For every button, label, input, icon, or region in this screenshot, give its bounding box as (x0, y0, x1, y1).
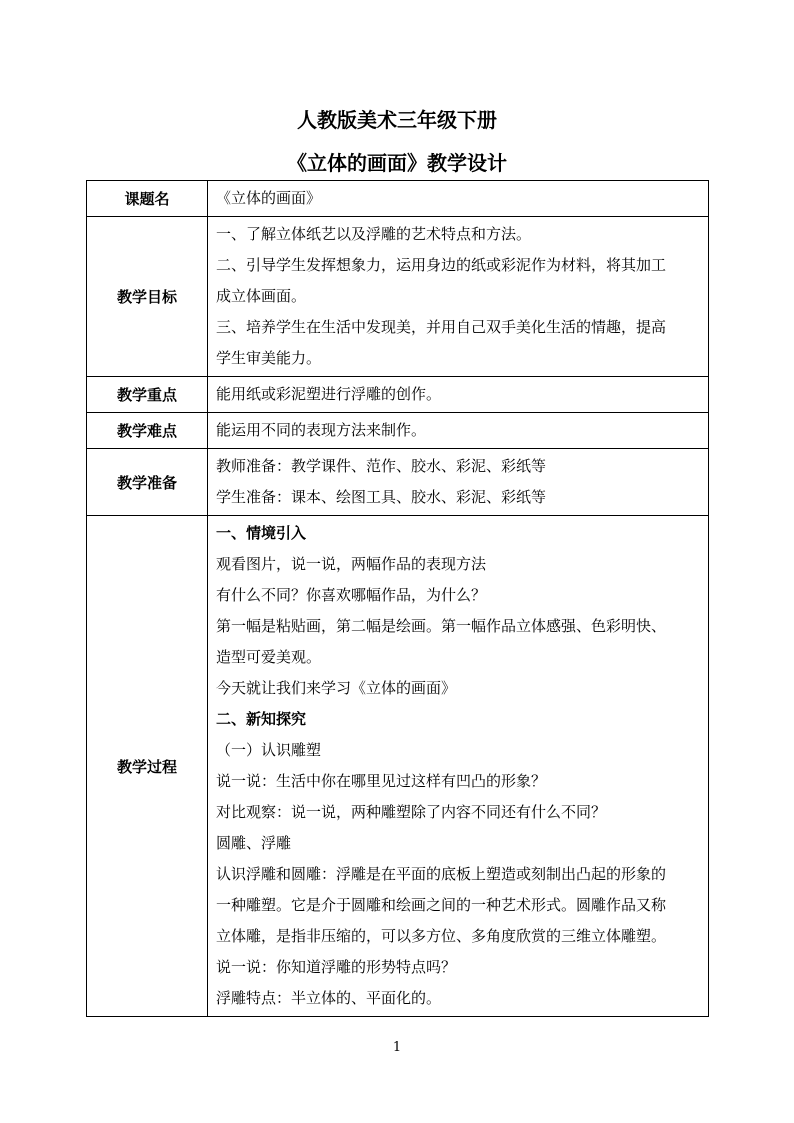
row-content (208, 413, 709, 449)
content-line: 认识浮雕和圆雕：浮雕是在平面的底板上塑造或刻制出凸起的形象的 (216, 865, 667, 883)
content-line: 学生准备：课本、绘图工具、胶水、彩泥、彩纸等 (216, 488, 547, 506)
content-line: 一种雕塑。它是介于圆雕和绘画之间的一种艺术形式。圆雕作品又称 (216, 896, 667, 914)
row-label: 教学重点 (87, 377, 208, 413)
content-line: 能用纸或彩泥塑进行浮雕的创作。 (216, 385, 442, 403)
document-title: 人教版美术三年级下册 (297, 108, 497, 132)
row-difficulties (87, 413, 709, 449)
content-line: 第一幅是粘贴画，第二幅是绘画。第一幅作品立体感强、色彩明快、 (216, 617, 667, 635)
content-line: 说一说：生活中你在哪里见过这样有凹凸的形象？ (216, 772, 547, 790)
row-key-points (87, 377, 709, 413)
section-heading: 一、情境引入 (216, 524, 307, 542)
row-content (208, 181, 709, 217)
row-objectives (87, 217, 709, 377)
row-label: 教学准备 (87, 449, 208, 516)
row-content (208, 516, 709, 1017)
section-heading: 二、新知探究 (216, 710, 307, 728)
row-label: 教学目标 (87, 217, 208, 377)
content-line: 学生审美能力。 (216, 349, 322, 367)
content-line: 一、了解立体纸艺以及浮雕的艺术特点和方法。 (216, 225, 532, 243)
content-line: 浮雕特点：半立体的、平面化的。 (216, 989, 442, 1007)
row-preparation (87, 449, 709, 516)
content-line: 观看图片，说一说，两幅作品的表现方法 (216, 555, 487, 573)
row-process (87, 516, 709, 1017)
row-label: 教学难点 (87, 413, 208, 449)
content-line: 今天就让我们来学习《立体的画面》 (216, 679, 457, 697)
content-line: 成立体画面。 (216, 287, 307, 305)
content-line: （一）认识雕塑 (216, 741, 322, 759)
content-line: 对比观察：说一说，两种雕塑除了内容不同还有什么不同？ (216, 803, 607, 821)
content-line: 有什么不同？你喜欢哪幅作品，为什么？ (216, 586, 487, 604)
row-label: 课题名 (87, 181, 208, 217)
content-line: 《立体的画面》 (216, 189, 322, 207)
content-line: 二、引导学生发挥想象力，运用身边的纸或彩泥作为材料，将其加工 (216, 256, 667, 274)
content-line: 能运用不同的表现方法来制作。 (216, 421, 427, 439)
row-label: 教学过程 (87, 516, 208, 1017)
content-line: 说一说：你知道浮雕的形势特点吗？ (216, 958, 457, 976)
row-content (208, 449, 709, 516)
document-subtitle: 《立体的画面》教学设计 (287, 151, 507, 175)
content-line: 圆雕、浮雕 (216, 834, 292, 852)
row-topic (87, 181, 709, 217)
content-line: 教师准备：教学课件、范作、胶水、彩泥、彩纸等 (216, 457, 547, 475)
content-line: 造型可爱美观。 (216, 648, 322, 666)
lesson-plan-table (86, 180, 709, 1017)
page-number: 1 (392, 1040, 402, 1055)
content-line: 三、培养学生在生活中发现美，并用自己双手美化生活的情趣，提高 (216, 318, 667, 336)
row-content (208, 217, 709, 377)
content-line: 立体雕，是指非压缩的，可以多方位、多角度欣赏的三维立体雕塑。 (216, 927, 667, 945)
row-content (208, 377, 709, 413)
